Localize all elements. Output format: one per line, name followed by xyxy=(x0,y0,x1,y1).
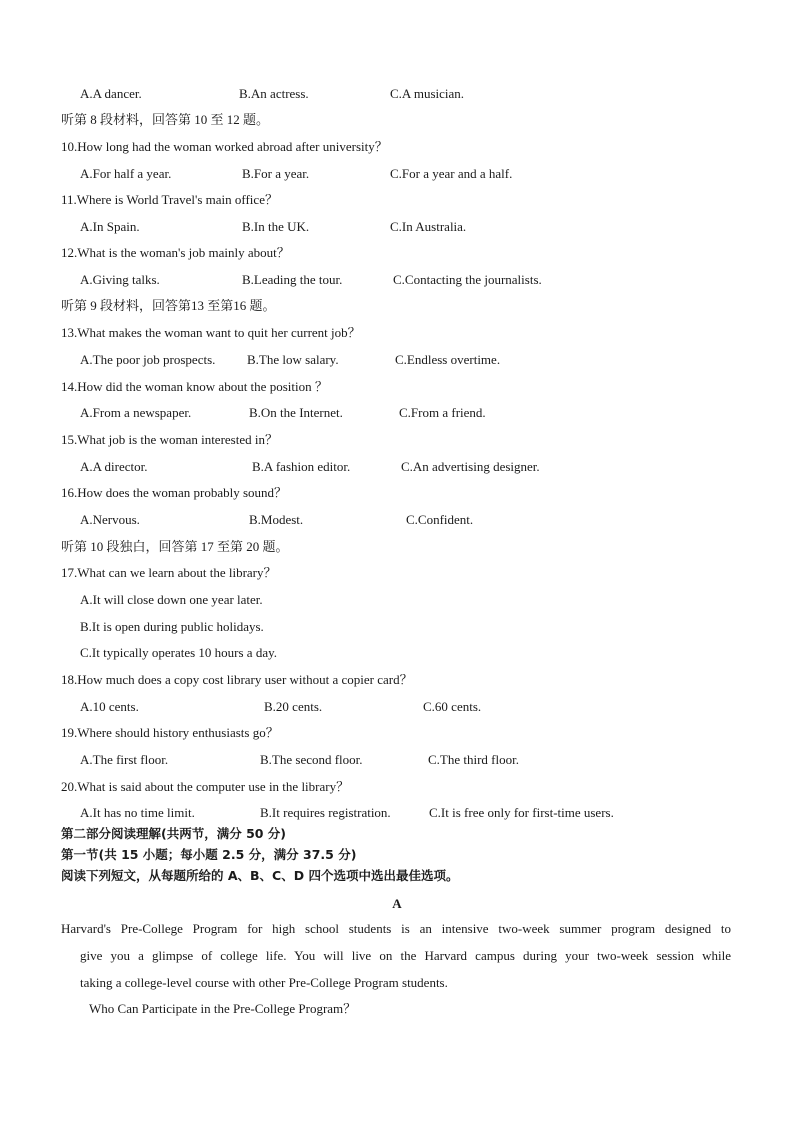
reading-instruction: 阅读下列短文，从每题所给的 A、B、C、D 四个选项中选出最佳选项。 xyxy=(61,868,459,883)
passage-line-2: give you a glimpse of college life. You will live on the Harvard campus during your two-week session while xyxy=(80,948,731,963)
q9-option-a: A.A dancer. xyxy=(80,86,142,101)
part-2-title: 第二部分阅读理解(共两节，满分 50 分) xyxy=(61,826,287,841)
q12-option-c: C.Contacting the journalists. xyxy=(393,272,542,287)
question-14: 14.How did the woman know about the position ？ xyxy=(61,379,328,394)
q11-option-b: B.In the UK. xyxy=(242,219,310,234)
question-20: 20.What is said about the computer use in the library？ xyxy=(61,779,350,794)
passage-line-3: taking a college-level course with other Pre-College Program students. xyxy=(80,975,448,990)
q19-option-b: B.The second floor. xyxy=(260,752,363,767)
q10-option-c: C.For a year and a half. xyxy=(390,166,513,181)
question-12: 12.What is the woman's job mainly about？ xyxy=(61,245,290,260)
q19-option-a: A.The first floor. xyxy=(80,752,169,767)
question-18: 18.How much does a copy cost library user without a copier card？ xyxy=(61,672,413,687)
question-10: 10.How long had the woman worked abroad after university？ xyxy=(61,139,388,154)
q17-option-a: A.It will close down one year later. xyxy=(80,592,263,607)
section-1-title: 第一节(共 15 小题；每小题 2.5 分，满分 37.5 分) xyxy=(61,847,357,862)
q14-option-b: B.On the Internet. xyxy=(249,405,343,420)
passage-label: A xyxy=(392,896,402,911)
q10-option-b: B.For a year. xyxy=(242,166,310,181)
q10-option-a: A.For half a year. xyxy=(80,166,172,181)
q13-option-b: B.The low salary. xyxy=(247,352,339,367)
q15-option-a: A.A director. xyxy=(80,459,148,474)
question-16: 16.How does the woman probably sound？ xyxy=(61,485,288,500)
q18-option-c: C.60 cents. xyxy=(423,699,482,714)
question-15: 15.What job is the woman interested in？ xyxy=(61,432,278,447)
q16-option-c: C.Confident. xyxy=(406,512,474,527)
q20-option-b: B.It requires registration. xyxy=(260,805,391,820)
question-13: 13.What makes the woman want to quit her current job？ xyxy=(61,325,361,340)
q12-option-b: B.Leading the tour. xyxy=(242,272,343,287)
q13-option-c: C.Endless overtime. xyxy=(395,352,501,367)
q11-option-c: C.In Australia. xyxy=(390,219,467,234)
question-19: 19.Where should history enthusiasts go？ xyxy=(61,725,279,740)
q18-option-a: A.10 cents. xyxy=(80,699,139,714)
q17-option-c: C.It typically operates 10 hours a day. xyxy=(80,645,277,660)
section-9-instruction: 听第 9 段材料，回答第13 至第16 题。 xyxy=(61,298,276,313)
q19-option-c: C.The third floor. xyxy=(428,752,519,767)
q14-option-c: C.From a friend. xyxy=(399,405,486,420)
q9-option-c: C.A musician. xyxy=(390,86,465,101)
q12-option-a: A.Giving talks. xyxy=(80,272,160,287)
q16-option-b: B.Modest. xyxy=(249,512,304,527)
passage-line-1: Harvard's Pre-College Program for high school students is an intensive two-week summer program designed to xyxy=(61,921,731,936)
q14-option-a: A.From a newspaper. xyxy=(80,405,192,420)
q17-option-b: B.It is open during public holidays. xyxy=(80,619,264,634)
q15-option-b: B.A fashion editor. xyxy=(252,459,351,474)
q20-option-c: C.It is free only for first-time users. xyxy=(429,805,614,820)
section-10-instruction: 听第 10 段独白，回答第 17 至第 20 题。 xyxy=(61,539,289,554)
q9-option-b: B.An actress. xyxy=(239,86,309,101)
section-8-instruction: 听第 8 段材料，回答第 10 至 12 题。 xyxy=(61,112,270,127)
q11-option-a: A.In Spain. xyxy=(80,219,140,234)
subheading: Who Can Participate in the Pre-College Program？ xyxy=(89,1001,357,1016)
question-17: 17.What can we learn about the library？ xyxy=(61,565,277,580)
q20-option-a: A.It has no time limit. xyxy=(80,805,195,820)
q16-option-a: A.Nervous. xyxy=(80,512,140,527)
q13-option-a: A.The poor job prospects. xyxy=(80,352,216,367)
question-11: 11.Where is World Travel's main office？ xyxy=(61,192,278,207)
q15-option-c: C.An advertising designer. xyxy=(401,459,540,474)
q18-option-b: B.20 cents. xyxy=(264,699,323,714)
